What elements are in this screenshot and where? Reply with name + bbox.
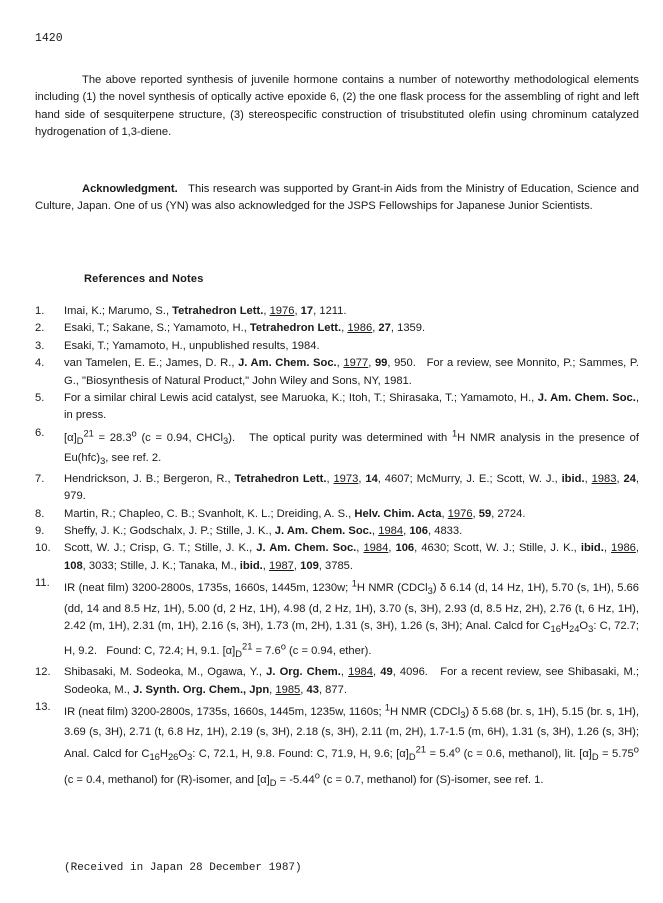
reference-text: Sheffy, J. K.; Godschalx, J. P.; Stille, J. K., J. Am. Chem. Soc., 1984, 106, 4833.	[64, 525, 463, 538]
reference-item	[35, 664, 639, 699]
reference-text: Esaki, T.; Sakane, S.; Yamamoto, H., Tetrahedron Lett., 1986, 27, 1359.	[64, 322, 426, 335]
reference-number: 10.	[35, 542, 51, 555]
reference-text: IR (neat film) 3200-2800s, 1735s, 1660s, 1445m, 1235w, 1160s; $^1$H NMR (CDCl$_3$) δ 5.68 (br. s, 1H), 5.15 (br. s, 1H), 3.69 (s, 3H), 2.71 (t, 6.8 Hz, 1H), 2.19 (s, 3H), 2.18 (s, 3H), 2.11 (m, 2H), 1.7-1.5 (m, 6H), 1.31 (s, 3H), 1.26 (s, 3H); Anal. Calcd for $C_{16}H_{26}O_3$: C, 72.1, H, 9.8. Found: C, 71.9, H, 9.6; $[\alpha]_D^{21} = 5.4^o$ (c = 0.6, methanol), lit. $[\alpha]_D = 5.75^o$ (c = 0.4, methanol) for (R)-isomer, and $[\alpha]_D = -5.44^o$ (c = 0.7, methanol) for (S)-isomer, see ref. 1.	[64, 701, 639, 789]
conclusion-paragraph: The above reported synthesis of juvenile hormone contains a number of noteworthy methodological elements including (1) the novel synthesis of optically active epoxide 6, (2) the one flask process for the assembling of right and left hand side of sesquiterpene structure, (3) stereospecific construction of trisubstituted olefin using chrominum catalyzed hydrogenation of 1,3-diene.	[35, 74, 639, 139]
reference-number: 1.	[35, 305, 45, 317]
reference-text: For a similar chiral Lewis acid catalyst, see Maruoka, K.; Itoh, T.; Shirasaka, T.; Yamamoto, H., J. Am. Chem. Soc., in press.	[64, 392, 639, 422]
reference-item	[35, 699, 639, 793]
reference-number: 11.	[35, 577, 50, 590]
reference-item	[35, 303, 639, 320]
reference-item	[35, 338, 639, 355]
acknowledgment-text: This research was supported by Grant-in Aids from the Ministry of Education, Science and Culture, Japan. One of us (YN) was also acknowledged for the JSPS Fellowships for Japanese Junior Scientists.	[35, 183, 639, 213]
reference-text: IR (neat film) 3200-2800s, 1735s, 1660s, 1445m, 1230w; $^1$H NMR (CDCl$_3$) δ 6.14 (d, 14 Hz, 1H), 5.70 (s, 1H), 5.66 (dd, 14 and 8.5 Hz, 1H), 5.00 (d, 2 Hz, 1H), 4.98 (d, 2 Hz, 1H), 3.70 (s, 3H), 2.93 (d, 8.5 Hz, 2H), 2.76 (t, 6 Hz, 1H), 2.42 (m, 1H), 2.31 (m, 1H), 2.16 (s, 3H), 1.73 (m, 2H), 1.31 (s, 3H), 1.26 (s, 3H); Anal. Calcd for $C_{16}H_{24}O_3$: C, 72.7; H, 9.2. Found: C, 72.4; H, 9.1. $[\alpha]_D^{21} = 7.6^o$ (c = 0.94, ether).	[64, 578, 639, 660]
reference-number: 2.	[35, 322, 45, 335]
reference-number: 4.	[35, 357, 45, 370]
page-number: 1420	[35, 32, 63, 45]
reference-number: 8.	[35, 507, 45, 520]
reference-item	[35, 575, 639, 664]
reference-text: $[\alpha]_D^{21} = 28.3^o$ (c = 0.94, CHCl$_3$). The optical purity was determined with $^1$H NMR analysis in the presence of $Eu(hfc)_3$, see ref. 2.	[64, 427, 639, 467]
reference-text: Imai, K.; Marumo, S., Tetrahedron Lett., 1976, 17, 1211.	[64, 305, 347, 317]
reference-number: 3.	[35, 339, 45, 352]
references-list	[35, 303, 639, 792]
references-heading: References and Notes	[84, 273, 204, 285]
reference-text: Shibasaki, M. Sodeoka, M., Ogawa, Y., J. Org. Chem., 1984, 49, 4096. For a recent review, see Shibasaki, M.; Sodeoka, M., J. Synth. Org. Chem., Jpn, 1985, 43, 877.	[64, 666, 640, 696]
reference-number: 13.	[35, 700, 51, 713]
reference-item	[35, 320, 639, 337]
reference-number: 9.	[35, 525, 45, 538]
received-date: (Received in Japan 28 December 1987)	[64, 862, 302, 874]
reference-text: Esaki, T.; Yamamoto, H., unpublished results, 1984.	[64, 339, 320, 352]
reference-item	[35, 523, 639, 540]
reference-item	[35, 471, 639, 506]
reference-text: Scott, W. J.; Crisp, G. T.; Stille, J. K., J. Am. Chem. Soc., 1984, 106, 4630; Scott, W. J.; Stille, J. K., ibid., 1986, 108, 3033; Stille, J. K.; Tanaka, M., ibid., 1987, 109, 3785.	[64, 542, 639, 572]
reference-item	[35, 355, 639, 390]
reference-text: Hendrickson, J. B.; Bergeron, R., Tetrahedron Lett., 1973, 14, 4607; McMurry, J. E.; Scott, W. J., ibid., 1983, 24, 979.	[64, 472, 640, 503]
reference-text: Martin, R.; Chapleo, C. B.; Svanholt, K. L.; Dreiding, A. S., Helv. Chim. Acta, 1976, 59, 2724.	[64, 507, 526, 520]
reference-item	[35, 425, 639, 471]
acknowledgment-heading: Acknowledgment.	[82, 183, 178, 195]
reference-item	[35, 540, 639, 575]
reference-number: 12.	[35, 666, 51, 679]
acknowledgment-paragraph	[35, 181, 639, 216]
reference-number: 6.	[35, 426, 45, 439]
reference-number: 7.	[35, 472, 45, 485]
reference-text: van Tamelen, E. E.; James, D. R., J. Am. Chem. Soc., 1977, 99, 950. For a review, see Monnito, P.; Sammes, P. G., "Biosynthesis of Natural Product," John Wiley and Sons, NY, 1981.	[64, 357, 639, 387]
reference-item	[35, 506, 639, 523]
reference-item	[35, 390, 639, 425]
reference-number: 5.	[35, 392, 45, 405]
